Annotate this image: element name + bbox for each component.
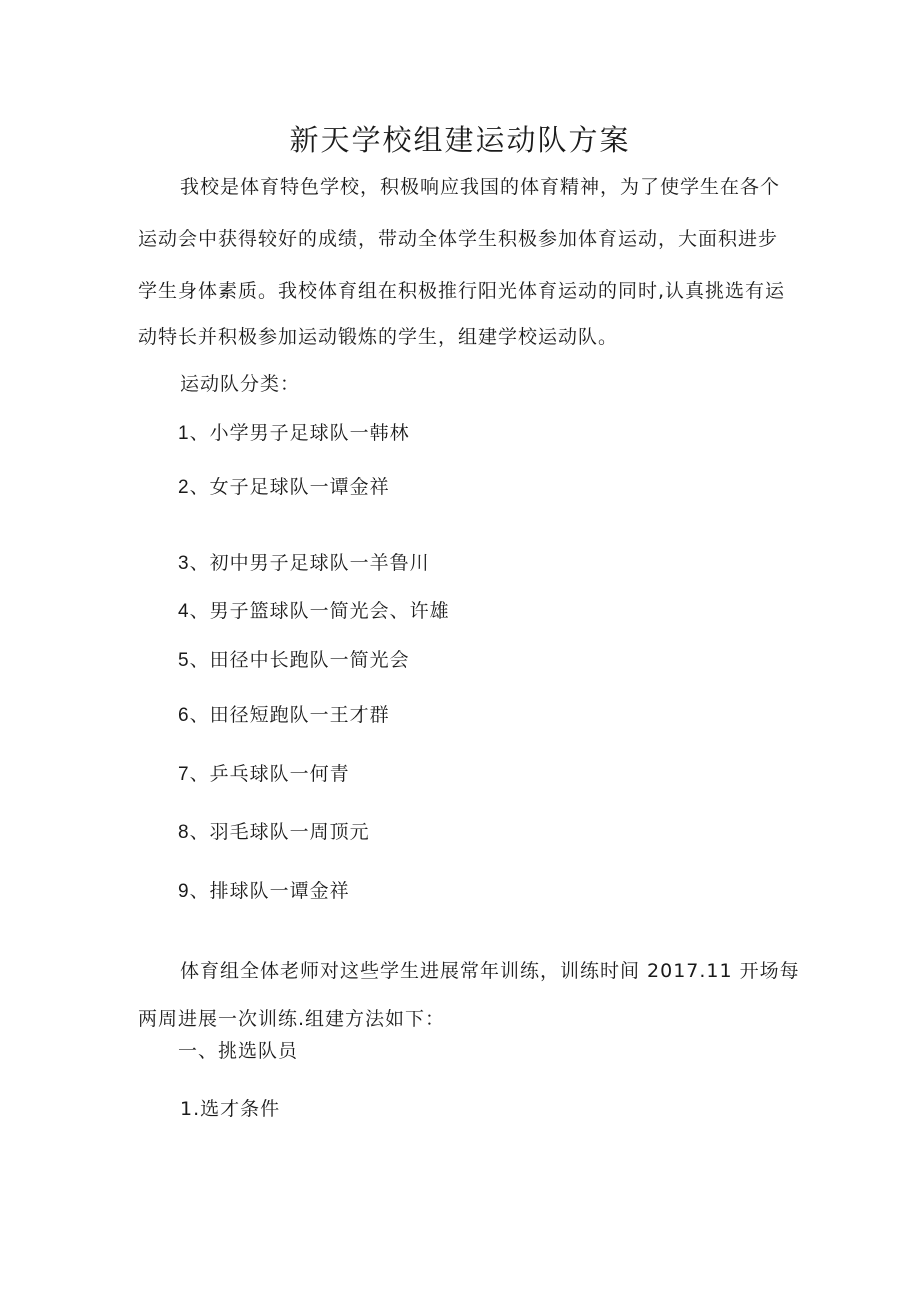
list-item [178, 475, 390, 500]
training-line: 体育组全体老师对这些学生进展常年训练，训练时间 2017.11 开场每 [180, 960, 800, 982]
classification-heading: 运动队分类： [180, 373, 301, 395]
item-text: 、男子篮球队一简光会、许雄 [189, 600, 450, 622]
item-number: 4 [178, 601, 190, 622]
list-item [178, 703, 390, 728]
item-text: 、田径短跑队一王才群 [189, 704, 390, 726]
intro-line: 学生身体素质。我校体育组在积极推行阳光体育运动的同时,认真挑选有运 [138, 280, 786, 302]
list-item [178, 648, 410, 673]
item-text: 、乒乓球队一何青 [189, 763, 350, 785]
item-number: 9 [178, 881, 190, 902]
item-number: 2 [178, 477, 190, 498]
intro-line: 我校是体育特色学校，积极响应我国的体育精神，为了使学生在各个 [180, 176, 781, 198]
item-text: 、田径中长跑队一简光会 [189, 649, 410, 671]
item-text: 、排球队一谭金祥 [189, 880, 350, 902]
item-text: 、羽毛球队一周顶元 [189, 821, 370, 843]
item-text: 、女子足球队一谭金祥 [189, 476, 390, 498]
item-number: 1 [178, 423, 190, 444]
intro-line: 运动会中获得较好的成绩，带动全体学生积极参加体育运动，大面积进步 [138, 228, 779, 250]
item-number: 6 [178, 705, 190, 726]
list-item [178, 421, 410, 446]
training-line: 两周进展一次训练.组建方法如下： [138, 1008, 446, 1030]
list-item [178, 599, 450, 624]
item-number: 5 [178, 650, 190, 671]
item-text: 、初中男子足球队一羊鲁川 [189, 552, 430, 574]
list-item [178, 551, 430, 576]
item-number: 3 [178, 553, 190, 574]
section-heading: 一、挑选队员 [178, 1040, 299, 1062]
subsection-heading: 1.选才条件 [180, 1098, 281, 1120]
list-item [178, 820, 370, 845]
page-title: 新天学校组建运动队方案 [289, 123, 631, 157]
item-text: 、小学男子足球队一韩林 [189, 422, 410, 444]
list-item [178, 879, 350, 904]
item-number: 8 [178, 822, 190, 843]
list-item [178, 762, 350, 787]
intro-line: 动特长并积极参加运动锻炼的学生，组建学校运动队。 [138, 326, 619, 348]
item-number: 7 [178, 764, 190, 785]
